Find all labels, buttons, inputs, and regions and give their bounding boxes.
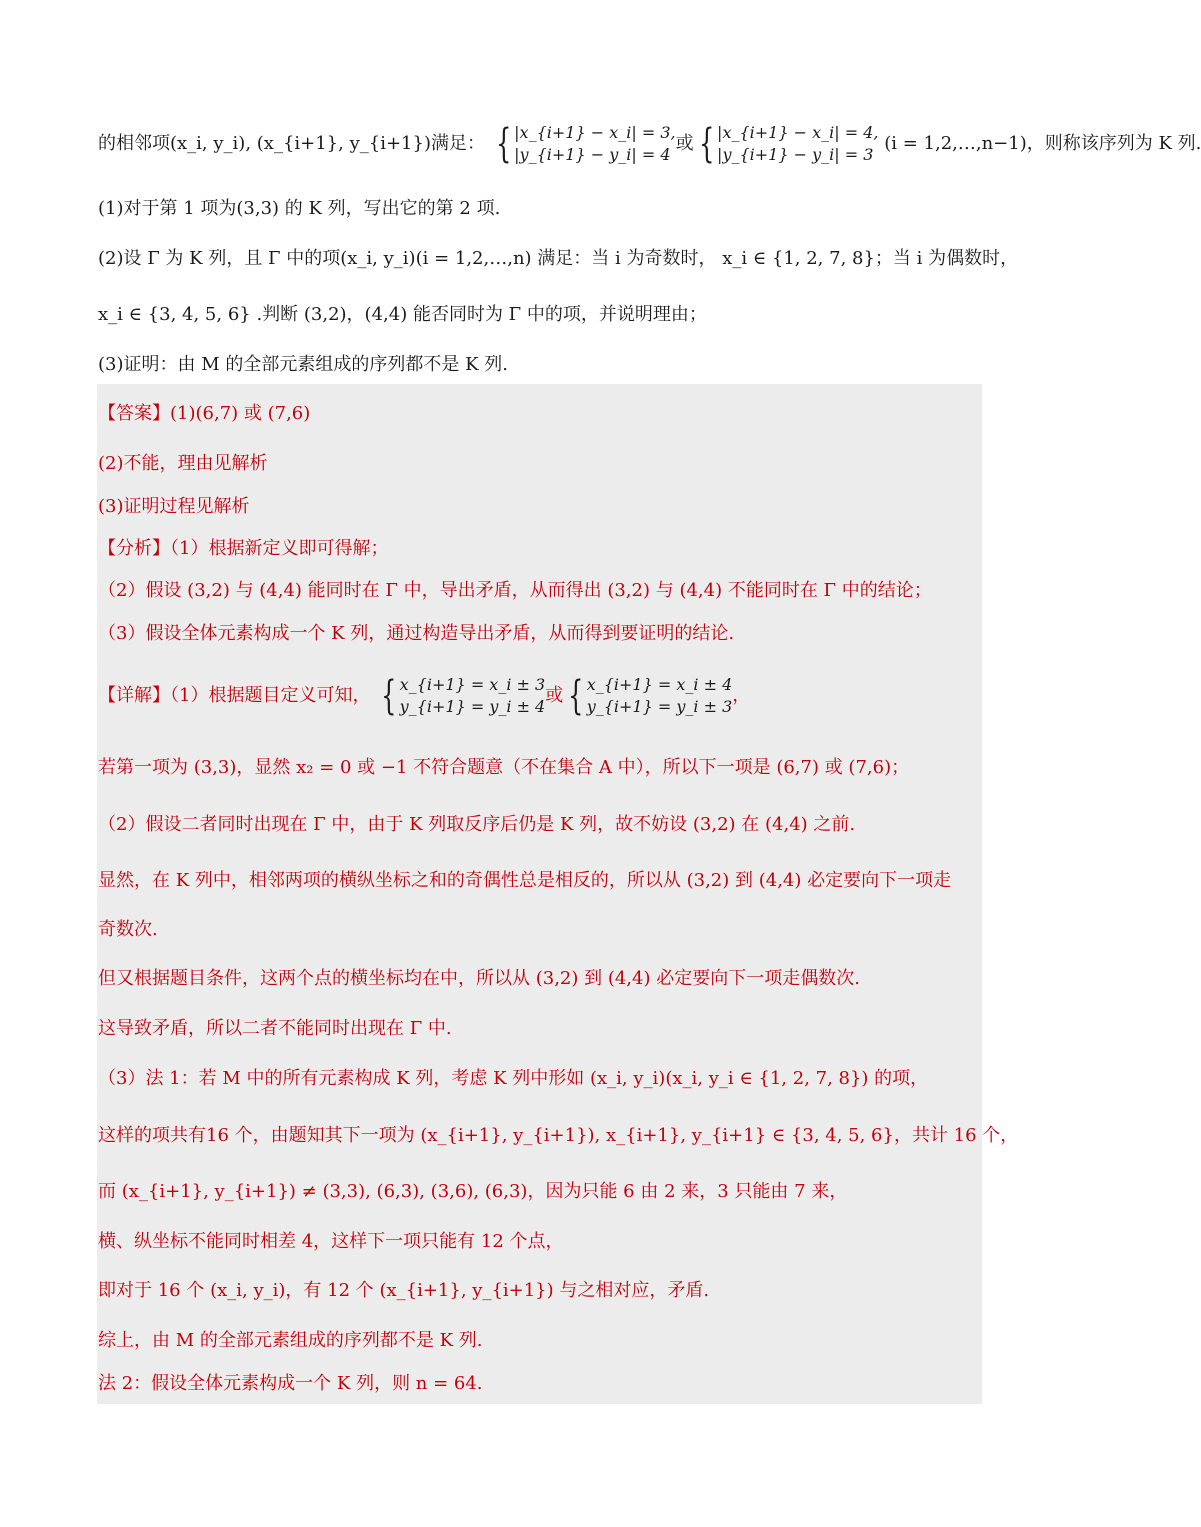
system-2-row-2: |y_{i+1} − y_i| = 3 (717, 145, 874, 164)
detail-system-2-row-2: y_{i+1} = y_i ± 3 (586, 697, 733, 716)
or-text: 或 (675, 133, 694, 154)
text: ，则称该序列为 K 列. (1026, 133, 1201, 154)
detail-9: 这样的项共有16 个，由题知其下一项为 (x_{i+1}, y_{i+1}), x_{i+1}, y_{i+1} ∈ {3, 4, 5, 6}，共计 16 个， (98, 1125, 1019, 1146)
question-definition-line (98, 121, 1201, 167)
pair-text: (x_i, y_i), (x_{i+1}, y_{i+1}) (170, 133, 431, 154)
detail-12: 即对于 16 个 (x_i, y_i)，有 12 个 (x_{i+1}, y_{i+1}) 与之相对应，矛盾. (98, 1280, 710, 1301)
detail-10: 而 (x_{i+1}, y_{i+1}) ≠ (3,3), (6,3), (3,6), (6,3)，因为只能 6 由 2 来，3 只能由 7 来， (98, 1181, 848, 1202)
detail-2: 若第一项为 (3,3)，显然 x₂ = 0 或 −1 不符合题意（不在集合 A 中），所以下一项是 (6,7) 或 (7,6)； (98, 757, 910, 778)
question-part-2-line-1: (2)设 Γ 为 K 列，且 Γ 中的项(x_i, y_i)(i = 1,2,…,n) 满足：当 i 为奇数时， x_i ∈ {1, 2, 7, 8}；当 i 为偶数时， (98, 248, 1019, 269)
answer-3: (3)证明过程见解析 (98, 496, 250, 517)
detail-13: 综上，由 M 的全部元素组成的序列都不是 K 列. (98, 1330, 483, 1351)
text: 满足： (430, 133, 485, 154)
detail-system-1: { x_{i+1} = x_i ± 3 y_{i+1} = y_i ± 4 (381, 673, 546, 719)
system-1-row-1: |x_{i+1} − x_i| = 3, (514, 123, 676, 142)
system-2-row-1: |x_{i+1} − x_i| = 4, (717, 123, 879, 142)
analysis-3: （3）假设全体元素构成一个 K 列，通过构造导出矛盾，从而得到要证明的结论. (98, 623, 735, 644)
question-part-2-line-2: x_i ∈ {3, 4, 5, 6} .判断 (3,2)，(4,4) 能否同时为 Γ 中的项，并说明理由； (98, 304, 707, 325)
system-1: { |x_{i+1} − x_i| = 3, |y_{i+1} − y_i| = 4 (495, 121, 676, 167)
detail-5: 奇数次. (98, 919, 158, 940)
detail-8: （3）法 1：若 M 中的所有元素构成 K 列，考虑 K 列中形如 (x_i, y_i)(x_i, y_i ∈ {1, 2, 7, 8}) 的项， (98, 1068, 929, 1089)
detail-system-2-row-1: x_{i+1} = x_i ± 4 (586, 675, 733, 694)
detail-tag: 【详解】 (98, 685, 170, 706)
system-2: { |x_{i+1} − x_i| = 4, |y_{i+1} − y_i| = 3 (698, 121, 879, 167)
detail-14: 法 2：假设全体元素构成一个 K 列，则 n = 64. (98, 1373, 483, 1394)
detail-3: （2）假设二者同时出现在 Γ 中，由于 K 列取反序后仍是 K 列，故不妨设 (3,2) 在 (4,4) 之前. (98, 814, 856, 835)
answer-line-1 (98, 401, 982, 427)
analysis-2: （2）假设 (3,2) 与 (4,4) 能同时在 Γ 中，导出矛盾，从而得出 (3,2) 与 (4,4) 不能同时在 Γ 中的结论； (98, 580, 932, 601)
analysis-1: （1）根据新定义即可得解； (170, 538, 389, 559)
analysis-line-1 (98, 536, 982, 562)
answer-1: (1)(6,7) 或 (7,6) (170, 403, 311, 424)
answer-tag: 【答案】 (98, 403, 170, 424)
detail-11: 横、纵坐标不能同时相差 4，这样下一项只能有 12 个点， (98, 1231, 564, 1252)
detail-4: 显然，在 K 列中，相邻两项的横纵坐标之和的奇偶性总是相反的，所以从 (3,2) 到 (4,4) 必定要向下一项走 (98, 870, 952, 891)
index-range: (i = 1,2,…,n−1) (884, 133, 1027, 154)
detail-system-2: { x_{i+1} = x_i ± 4 y_{i+1} = y_i ± 3 (568, 673, 733, 719)
answer-2: (2)不能，理由见解析 (98, 453, 268, 474)
system-1-row-2: |y_{i+1} − y_i| = 4 (514, 145, 671, 164)
text: 的相邻项 (98, 133, 170, 154)
or-text: 或 (545, 685, 564, 706)
detail-line-1 (98, 672, 982, 720)
detail-system-1-row-1: x_{i+1} = x_i ± 3 (399, 675, 546, 694)
analysis-tag: 【分析】 (98, 538, 170, 559)
detail-7: 这导致矛盾，所以二者不能同时出现在 Γ 中. (98, 1018, 452, 1039)
text: ， (732, 685, 751, 706)
question-part-3: (3)证明：由 M 的全部元素组成的序列都不是 K 列. (98, 354, 508, 375)
detail-1-prefix: （1）根据题目定义可知， (170, 685, 371, 706)
detail-system-1-row-2: y_{i+1} = y_i ± 4 (399, 697, 546, 716)
detail-6: 但又根据题目条件，这两个点的横坐标均在中，所以从 (3,2) 到 (4,4) 必定要向下一项走偶数次. (98, 968, 860, 989)
question-part-1: (1)对于第 1 项为(3,3) 的 K 列，写出它的第 2 项. (98, 198, 501, 219)
